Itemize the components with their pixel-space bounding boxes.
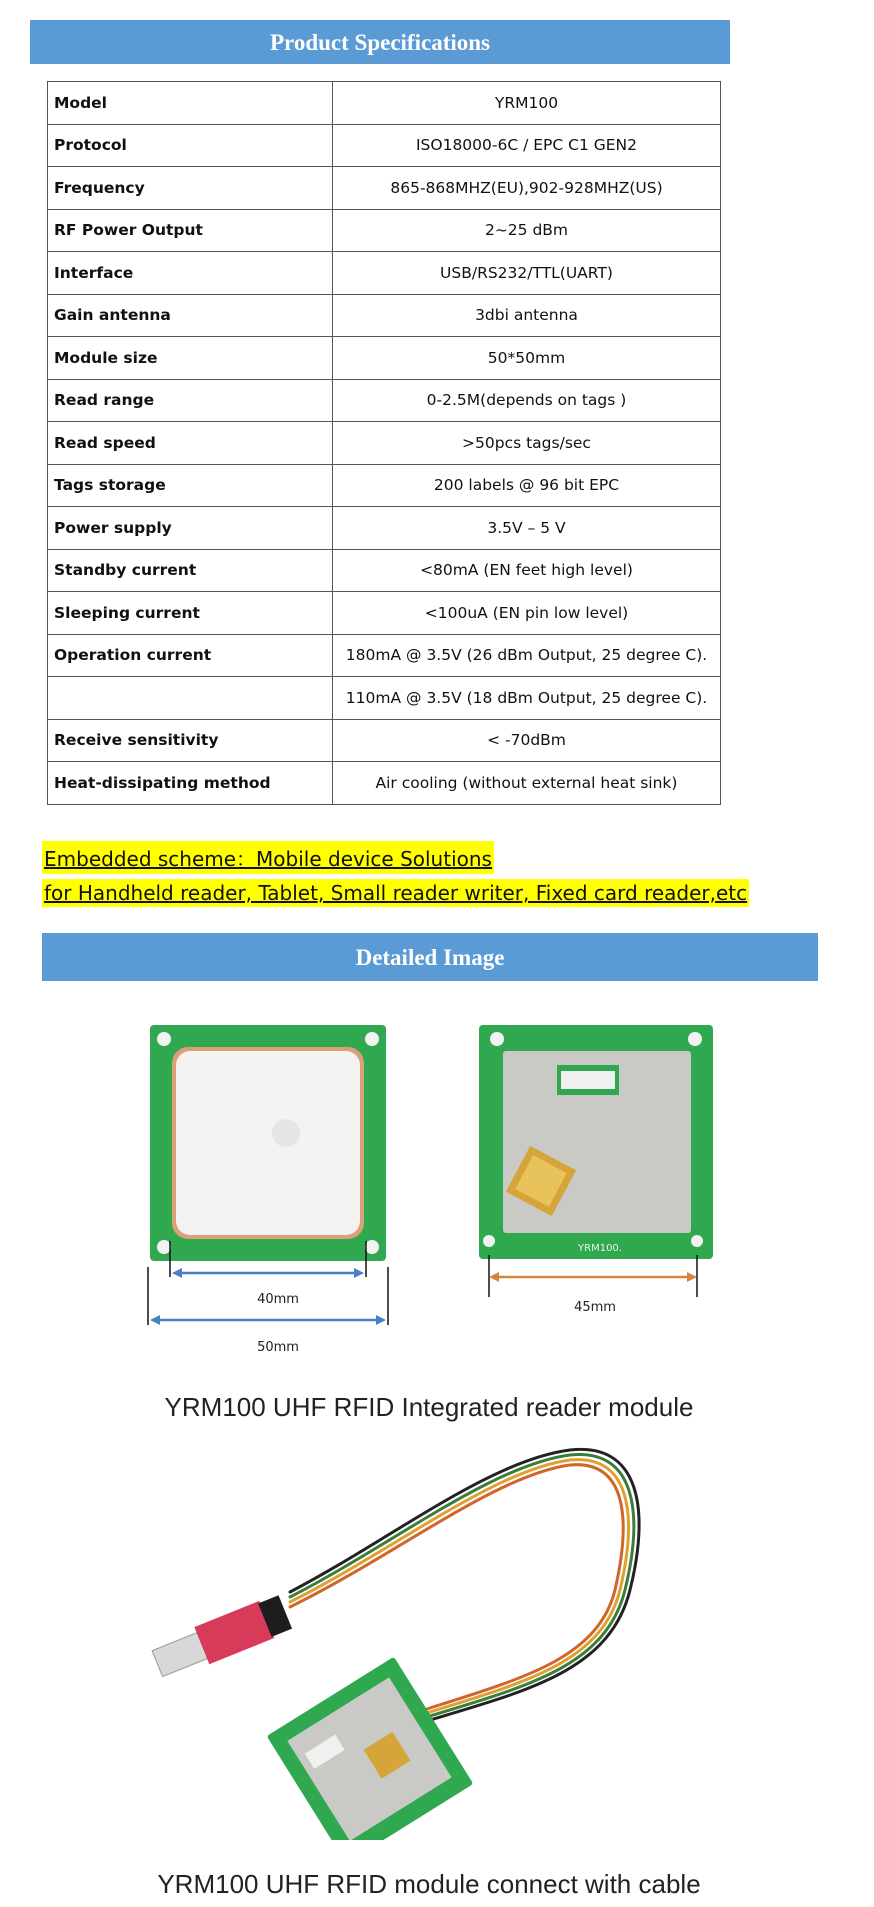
- mount-hole: [365, 1240, 379, 1254]
- highlight-line-2: for Handheld reader, Tablet, Small reader writer, Fixed card reader,etc: [44, 881, 748, 905]
- spec-label: Receive sensitivity: [48, 719, 333, 762]
- spec-label: RF Power Output: [48, 209, 333, 252]
- spec-row: [48, 762, 721, 805]
- spec-label: Sleeping current: [48, 592, 333, 635]
- spec-row: [48, 507, 721, 550]
- spec-value: 2~25 dBm: [333, 209, 721, 252]
- spec-value: USB/RS232/TTL(UART): [333, 252, 721, 295]
- dimension-label-back: 45mm: [574, 1300, 616, 1315]
- spec-value: 180mA @ 3.5V (26 dBm Output, 25 degree C).: [333, 634, 721, 677]
- spec-row: [48, 719, 721, 762]
- spec-row: [48, 464, 721, 507]
- spec-value: <80mA (EN feet high level): [333, 549, 721, 592]
- mount-hole: [157, 1032, 171, 1046]
- spec-label: Model: [48, 82, 333, 125]
- spec-value: >50pcs tags/sec: [333, 422, 721, 465]
- mount-hole: [691, 1235, 703, 1247]
- spec-label: Gain antenna: [48, 294, 333, 337]
- highlight-line-1: Embedded scheme：Mobile device Solutions: [42, 841, 494, 874]
- spec-label: Heat-dissipating method: [48, 762, 333, 805]
- mount-hole: [157, 1240, 171, 1254]
- spec-label: Read range: [48, 379, 333, 422]
- spec-value: YRM100: [333, 82, 721, 125]
- dimension-label-outer: 50mm: [257, 1340, 299, 1355]
- spec-row: [48, 634, 721, 677]
- spec-row: [48, 337, 721, 380]
- spec-value: 865-868MHZ(EU),902-928MHZ(US): [333, 167, 721, 210]
- spec-row: [48, 379, 721, 422]
- board-silkscreen: YRM100.: [578, 1243, 622, 1254]
- spec-label: Standby current: [48, 549, 333, 592]
- spec-row: [48, 422, 721, 465]
- spec-label: Operation current: [48, 634, 333, 677]
- spec-table: [47, 81, 721, 805]
- spec-value: 3dbi antenna: [333, 294, 721, 337]
- spec-value: 50*50mm: [333, 337, 721, 380]
- spec-value: ISO18000-6C / EPC C1 GEN2: [333, 124, 721, 167]
- spec-row: [48, 124, 721, 167]
- dimension-label-inner: 40mm: [257, 1292, 299, 1307]
- module-front-image: [140, 1015, 400, 1355]
- spec-label: [48, 677, 333, 720]
- spec-row: [48, 549, 721, 592]
- spec-label: Tags storage: [48, 464, 333, 507]
- spec-value: 3.5V – 5 V: [333, 507, 721, 550]
- spec-value: 110mA @ 3.5V (18 dBm Output, 25 degree C).: [333, 677, 721, 720]
- mount-hole: [483, 1235, 495, 1247]
- spec-value: 0-2.5M(depends on tags ): [333, 379, 721, 422]
- spec-row: [48, 592, 721, 635]
- spec-row: [48, 82, 721, 125]
- spec-label: Module size: [48, 337, 333, 380]
- caption-module-with-cable: YRM100 UHF RFID module connect with cable: [157, 1869, 701, 1899]
- spec-value: 200 labels @ 96 bit EPC: [333, 464, 721, 507]
- mount-hole: [365, 1032, 379, 1046]
- mount-hole: [490, 1032, 504, 1046]
- spec-row: [48, 294, 721, 337]
- spec-label: Protocol: [48, 124, 333, 167]
- spec-label: Read speed: [48, 422, 333, 465]
- spec-row: [48, 209, 721, 252]
- detail-section-title: Detailed Image: [42, 933, 818, 981]
- spec-label: Power supply: [48, 507, 333, 550]
- spec-row: [48, 167, 721, 210]
- caption-module: YRM100 UHF RFID Integrated reader module: [164, 1392, 694, 1422]
- module-back-image: [475, 1015, 725, 1325]
- mount-hole: [688, 1032, 702, 1046]
- module-with-cable-image: [130, 1430, 690, 1840]
- spec-value: < -70dBm: [333, 719, 721, 762]
- spec-row: [48, 252, 721, 295]
- spec-value: <100uA (EN pin low level): [333, 592, 721, 635]
- spec-row: [48, 677, 721, 720]
- spec-value: Air cooling (without external heat sink): [333, 762, 721, 805]
- spec-label: Interface: [48, 252, 333, 295]
- spec-section-title: Product Specifications: [30, 20, 730, 64]
- spec-label: Frequency: [48, 167, 333, 210]
